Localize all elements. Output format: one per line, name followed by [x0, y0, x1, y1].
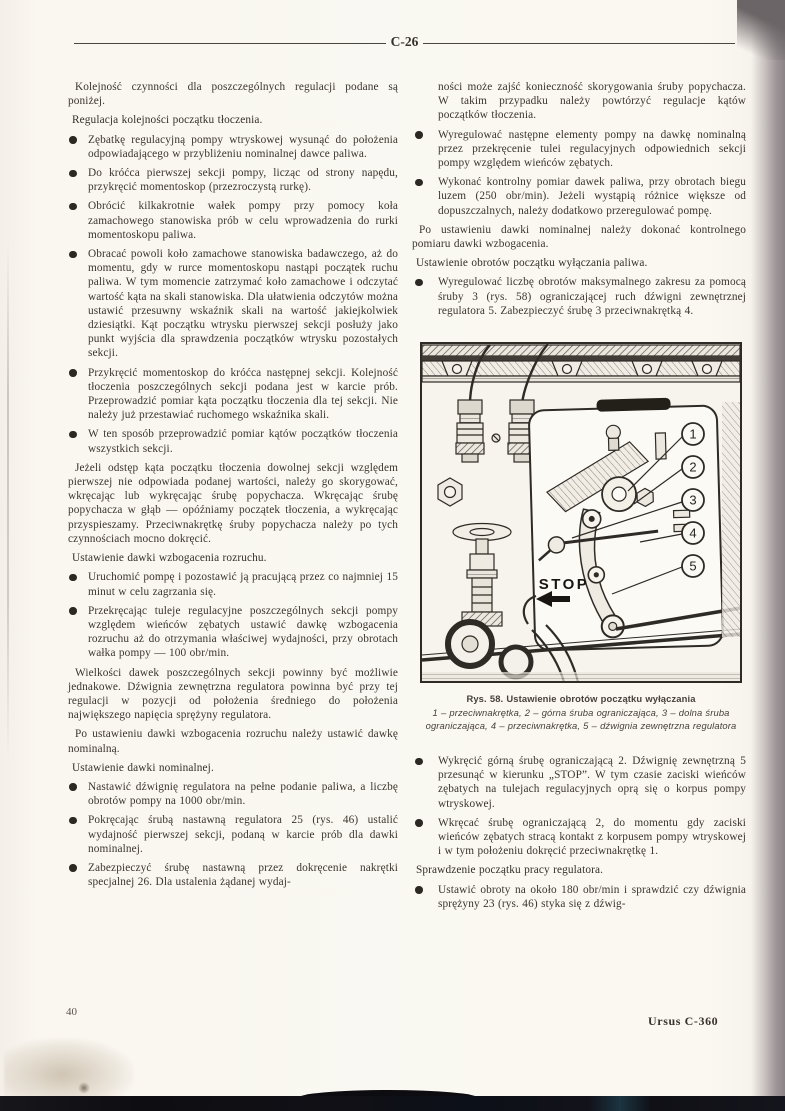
bullet-icon — [69, 574, 77, 582]
scan-left-edge-artifact — [7, 240, 9, 760]
figure-caption-legend: 1 – przeciwnakrętka, 2 – górna śruba ograniczająca, 3 – dolna śruba ograniczająca, 4 – przeciwnakrętka, 5 – dźwignia zewnętrzna regulatora — [425, 707, 737, 732]
page-header-label: C-26 — [390, 34, 419, 49]
section-heading-nominalna: Ustawienie dawki nominalnej. — [72, 761, 214, 774]
bullet-icon — [69, 170, 77, 178]
footer-brand: Ursus C-360 — [648, 1014, 719, 1028]
list-item: Zabezpieczyć śrubę nastawną przez dokręcenie nakrętki specjalnej 26. Dla ustalenia żądanej wydaj- — [68, 861, 398, 889]
paragraph-continuation: ności może zajść konieczność skorygowania śruby popychacza. W takim przypadku należy powtórzyć regulacje kątów początków tłoczenia. — [438, 81, 746, 122]
paragraph-po-ustawieniu: Po ustawieniu dawki wzbogacenia rozruchu należy ustawić dawkę nominalną. — [68, 728, 398, 755]
figure-caption-title: Rys. 58. Ustawienie obrotów początku wyłączania — [466, 693, 696, 705]
bullet-list-tloczenie — [68, 133, 398, 456]
list-item: Uruchomić pompę i pozostawić ją pracującą przez co najmniej 15 minut w celu zagrzania się. — [68, 570, 398, 598]
section-heading-wylaczanie: Ustawienie obrotów początku wyłączania paliwa. — [416, 257, 648, 270]
list-item: Pokręcając śrubą nastawną regulatora 25 (rys. 46) ustalić wydajność pierwszej sekcji, podaną w karcie prób dla dawki nominalnej. — [68, 813, 398, 856]
bullet-icon — [415, 179, 423, 187]
bullet-icon — [415, 758, 423, 766]
bullet-icon — [415, 279, 423, 287]
callout-4-number: 4 — [689, 525, 697, 541]
paragraph-korekta: Jeżeli odstęp kąta początku tłoczenia dowolnej sekcji względem pierwszej nie odpowiada podanej wartości, należy go skorygować, wkręcając lub wykręcając śrubę popychacza. Wkręcając śrubę popychacza w głąb — opóźniamy początek tłoczenia, a wykręcając przyspieszamy. Przeciwnakrętkę śruby popychacza należy po tych czynnościach mocno dokręcić. — [68, 461, 398, 545]
paragraph-intro: Kolejność czynności dla poszczególnych regulacji podane są poniżej. — [68, 81, 398, 108]
list-item: W ten sposób przeprowadzić pomiar kątów początków tłoczenia wszystkich sekcji. — [68, 427, 398, 455]
bullet-icon — [69, 136, 77, 144]
bullet-icon — [69, 251, 77, 259]
page-number: 40 — [66, 1006, 77, 1018]
scan-top-right-corner-shadow — [737, 0, 785, 60]
list-item: Obrócić kilkakrotnie wałek pompy przy pomocy koła zamachowego stanowiska prób w celu wprowadzenia do rurki momentoskopu paliwa. — [68, 199, 398, 242]
list-item: Nastawić dźwignię regulatora na pełne podanie paliwa, a liczbę obrotów pompy na 1000 obr/min. — [68, 780, 398, 808]
bullet-icon — [69, 203, 77, 211]
bullet-list-wzbogacenie — [68, 570, 398, 660]
figure-number-label: Rys. 58. — [466, 693, 504, 705]
paragraph-kontrola: Po ustawieniu dawki nominalnej należy dokonać kontrolnego pomiaru dawki wzbogacenia. — [412, 223, 746, 251]
bullet-icon — [415, 886, 423, 894]
header-rule-left — [74, 43, 386, 44]
bullet-icon — [69, 369, 77, 377]
bullet-icon — [415, 819, 423, 827]
list-item: Zębatkę regulacyjną pompy wtryskowej wysunąć do położenia odpowiadającego w przybliżeniu nominalnej dawce paliwa. — [68, 133, 398, 161]
bullet-list-nominalna — [68, 780, 398, 889]
list-item: Wkręcać śrubę ograniczającą 2, do momentu gdy zaciski wieńców zębatych stracą kontakt z korpusem pompy wtryskowej i w tym położeniu dokręcić przeciwnakrętkę 1. — [412, 816, 746, 859]
stop-label: STOP — [538, 576, 590, 594]
callout-1-number: 1 — [689, 426, 697, 442]
figure-58-illustration — [420, 342, 742, 683]
figure-caption — [420, 692, 742, 732]
list-item: Przekręcając tuleje regulacyjne poszczególnych sekcji pompy względem wieńców zębatych ustawić dawkę wzbogacenia rozruchu aż do otrzymania właściwej wydajności, przy obrotach wałka pompy — 100 obr/min. — [68, 604, 398, 661]
list-item: Przykręcić momentoskop do króćca następnej sekcji. Kolejność tłoczenia poszczególnych sekcji podana jest w karcie prób. Przeprowadzić pomiar kąta początku tłoczenia dla tej sekcji. Nie należy już przestawiać ruchomego wskaźnika skali. — [68, 366, 398, 423]
bullet-icon — [69, 817, 77, 825]
scan-smudge-artifact — [4, 1038, 134, 1104]
bullet-list-regulacja — [412, 128, 746, 218]
bullet-icon — [69, 783, 77, 791]
header-rule-right — [423, 43, 735, 44]
paragraph-dawki: Wielkości dawek poszczególnych sekcji powinny być możliwie jednakowe. Dźwignia zewnętrzna regulatora powinna być przy tej regulacji w pozycji od położenia średniego do położenia największego napięcia sprężyny regulatora. — [68, 666, 398, 722]
scan-right-edge-artifact — [751, 0, 785, 1111]
list-item: Obracać powoli koło zamachowe stanowiska badawczego, aż do momentu, gdy w rurce momentoskopu nastąpi początek ruchu paliwa. W tym momencie zatrzymać koło zamachowe i odczytać wartość kąta na skali stanowiska. Dla ułatwienia odczytów można ustawić przesuwny wskaźnik skali na wartość jakiejkolwiek dziesiątki. Kąt początku wtrysku pierwszej sekcji posłuży jako punkt wyjścia dla sprawdzenia początków wtrysku pozostałych sekcji. — [68, 247, 398, 361]
list-item: Ustawić obroty na około 180 obr/min i sprawdzić czy dźwignia sprężyny 23 (rys. 46) styka się z dźwig- — [412, 883, 746, 911]
bullet-icon — [415, 131, 423, 139]
scan-smudge-dot-artifact — [78, 1082, 90, 1094]
bullet-list-wylaczanie — [412, 275, 746, 318]
list-item: Wykonać kontrolny pomiar dawek paliwa, przy obrotach biegu luzem (250 obr/min). Jeżeli wystąpią różnice większe od dopuszczalnych, należy dodatkowo przeregulować pompę. — [412, 175, 746, 218]
list-item: Wyregulować następne elementy pompy na dawkę nominalną przez przekręcenie tulei regulacyjnych odpowiednich sekcji pompy względem wieńców zębatych. — [412, 128, 746, 171]
bullet-list-sprawdzenie — [412, 883, 746, 911]
section-heading-regulacja: Regulacja kolejności początku tłoczenia. — [72, 114, 263, 127]
section-heading-sprawdzenie: Sprawdzenie początku pracy regulatora. — [416, 864, 604, 877]
right-column — [412, 80, 746, 916]
bullet-icon — [69, 607, 77, 615]
section-heading-wzbogacenie: Ustawienie dawki wzbogacenia rozruchu. — [72, 552, 267, 565]
page-header — [74, 34, 735, 50]
left-column — [68, 80, 398, 894]
callout-3-number: 3 — [689, 492, 697, 508]
scan-bottom-bar — [0, 1096, 785, 1111]
list-item: Wykręcić górną śrubę ograniczającą 2. Dźwignię zewnętrzną 5 przesunąć w kierunku „STOP”. W tym czasie zaciski wieńców zębatych na tulejach regulacyjnych oprą się o korpus pompy wtryskowej. — [412, 754, 746, 811]
list-item: Wyregulować liczbę obrotów maksymalnego zakresu za pomocą śruby 3 (rys. 58) ograniczającej ruch dźwigni zewnętrznej regulatora 5. Zabezpieczyć śrubę 3 przeciwnakrętką 4. — [412, 275, 746, 318]
bullet-list-stop — [412, 754, 746, 858]
callout-5-number: 5 — [689, 558, 697, 574]
bullet-icon — [69, 431, 77, 439]
callout-2-number: 2 — [689, 459, 697, 475]
list-item: Do króćca pierwszej sekcji pompy, licząc od strony napędu, przykręcić momentoskop (przezroczystą rurkę). — [68, 166, 398, 194]
bullet-icon — [69, 864, 77, 872]
